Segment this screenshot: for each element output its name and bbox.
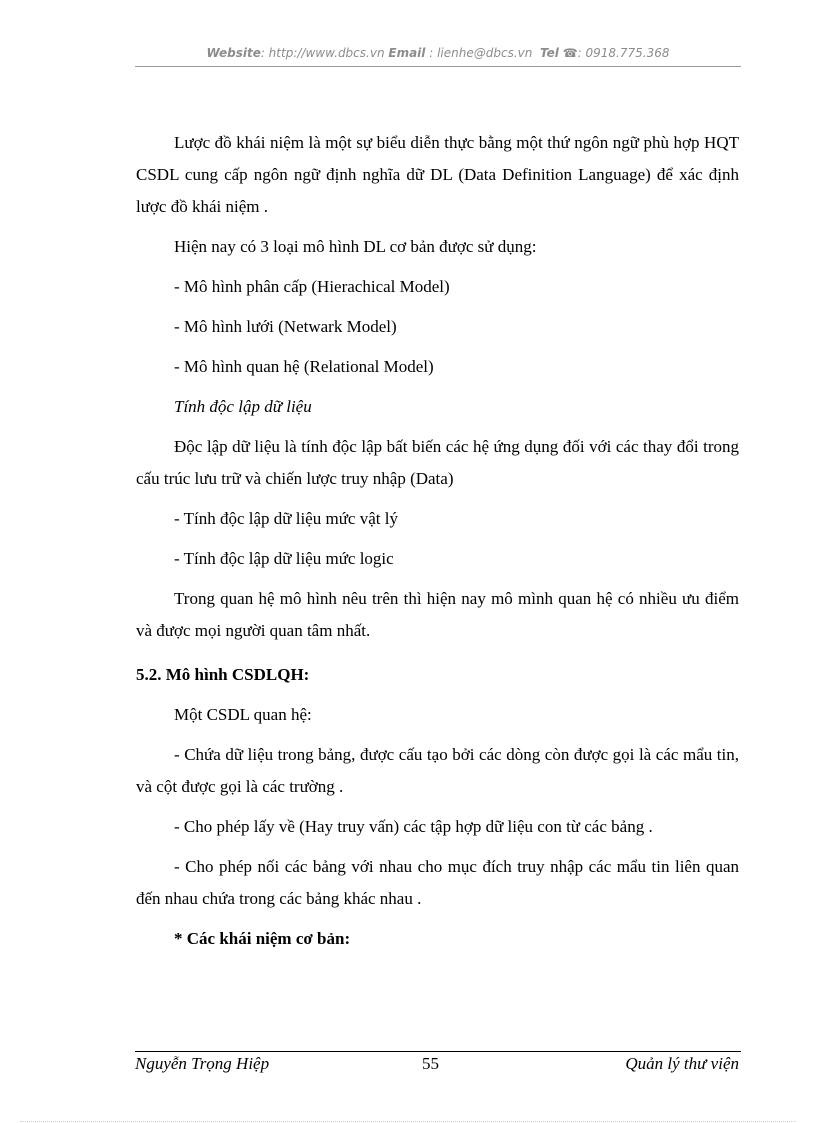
tel-value: : 0918.775.368: [577, 46, 670, 60]
subheading-data-independence: Tính độc lập dữ liệu: [174, 397, 312, 416]
footer-author: Nguyễn Trọng Hiệp: [135, 1054, 270, 1073]
paragraph-model-types: Hiện nay có 3 loại mô hình DL cơ bản được sử dụng:: [174, 237, 537, 256]
page-header: [135, 46, 741, 66]
paragraph-relational-advantage: Trong quan hệ mô hình nêu trên thì hiện nay mô mình quan hệ có nhiều ưu điểm và được mọi người quan tâm nhất.: [136, 589, 739, 640]
page-body: [136, 127, 739, 955]
list-item-join: - Cho phép nối các bảng với nhau cho mục đích truy nhập các mẩu tin liên quan đến nhau chứa trong các bảng khác nhau .: [136, 857, 739, 908]
list-item-logical: - Tính độc lập dữ liệu mức logic: [174, 549, 394, 568]
website-value: : http://www.dbcs.vn: [260, 46, 385, 60]
paragraph-relational-db: Một CSDL quan hệ:: [174, 705, 312, 724]
footer-rule: [135, 1051, 741, 1052]
list-item-network: - Mô hình lưới (Netwark Model): [174, 317, 397, 336]
page-edge-dotted-line: [20, 1121, 796, 1122]
email-value: : lienhe@dbcs.vn: [429, 46, 533, 60]
phone-icon: ☎: [562, 46, 578, 60]
subheading-basic-concepts: * Các khái niệm cơ bản:: [174, 929, 351, 948]
list-item-query: - Cho phép lấy về (Hay truy vấn) các tập hợp dữ liệu con từ các bảng .: [174, 817, 653, 836]
section-heading-5-2: 5.2. Mô hình CSDLQH:: [136, 665, 310, 684]
list-item-tables: - Chứa dữ liệu trong bảng, được cấu tạo bởi các dòng còn được gọi là các mẩu tin, và cột được gọi là các trường .: [136, 745, 739, 796]
header-rule: [135, 66, 741, 67]
list-item-hierarchical: - Mô hình phân cấp (Hierachical Model): [174, 277, 450, 296]
list-item-physical: - Tính độc lập dữ liệu mức vật lý: [174, 509, 398, 528]
page-number: 55: [422, 1054, 439, 1073]
tel-label: Tel: [539, 46, 559, 60]
website-label: Website: [206, 46, 261, 60]
footer-title: Quản lý thư viện: [625, 1054, 739, 1073]
paragraph-conceptual-schema: Lược đồ khái niệm là một sự biểu diễn thực bằng một thứ ngôn ngữ phù hợp HQT CSDL cung cấp ngôn ngữ định nghĩa dữ DL (Data Definition Language) để xác định lược đồ khái niệm .: [136, 133, 739, 216]
paragraph-data-independence: Độc lập dữ liệu là tính độc lập bất biến các hệ ứng dụng đối với các thay đổi trong cấu trúc lưu trữ và chiến lược truy nhập (Data): [136, 437, 739, 488]
list-item-relational: - Mô hình quan hệ (Relational Model): [174, 357, 434, 376]
email-label: Email: [388, 46, 426, 60]
